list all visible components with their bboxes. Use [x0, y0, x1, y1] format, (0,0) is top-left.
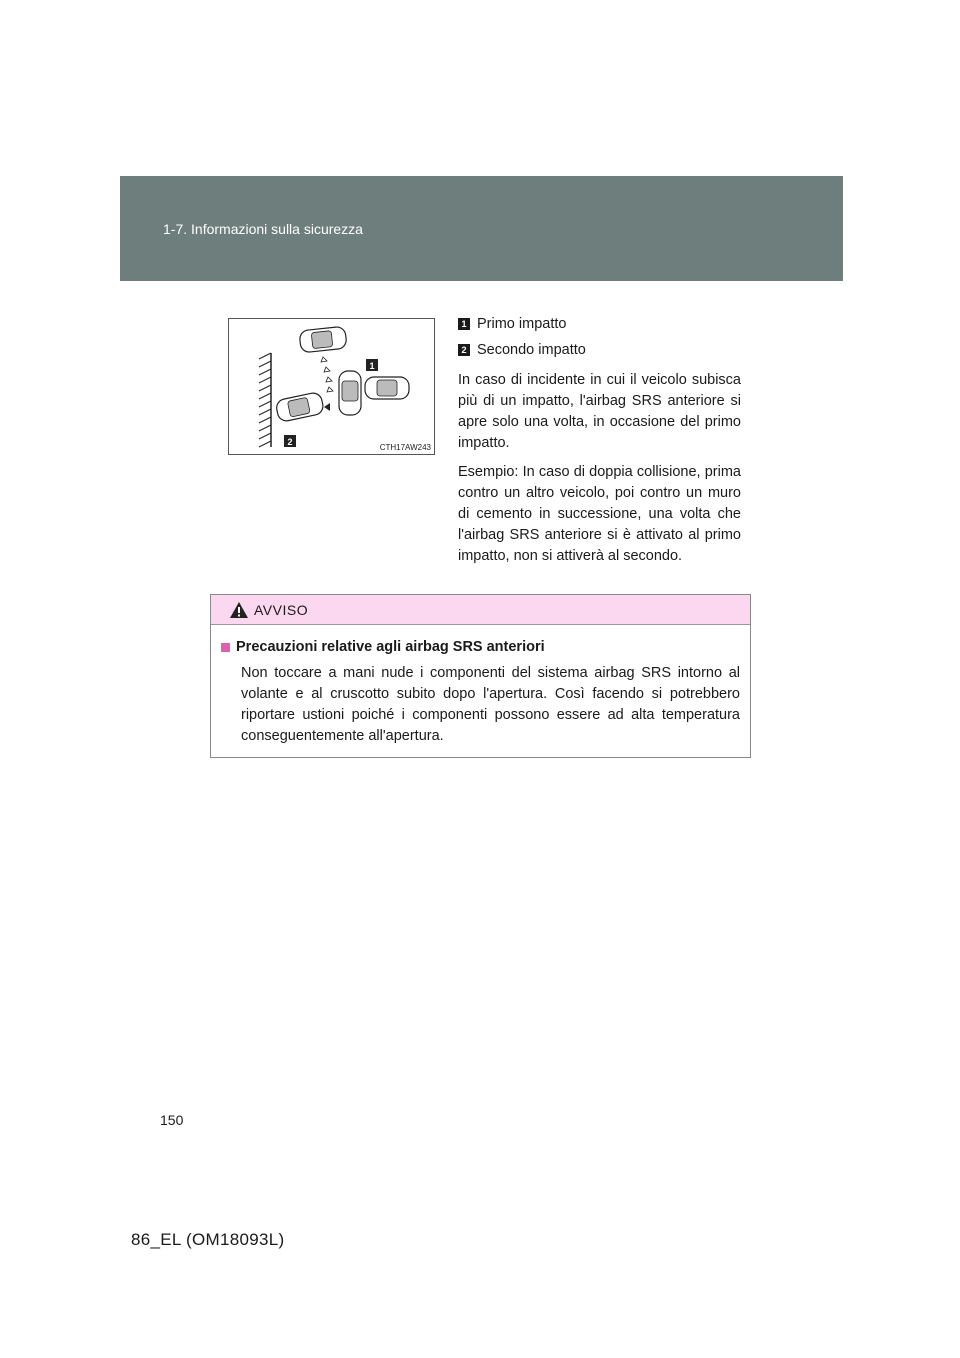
wall-hatching — [259, 353, 271, 447]
car-right — [365, 377, 409, 399]
warning-heading-text: Precauzioni relative agli airbag SRS anteriori — [236, 639, 545, 655]
warning-text: Non toccare a mani nude i componenti del sistema airbag SRS intorno al volante e al cruscotto subito dopo l'apertura. Così facendo si potrebbero riportare ustioni poiché i componenti possono essere ad alta temperatura conseguentemente all'apertura. — [241, 665, 740, 744]
legend-badge-2: 2 — [458, 344, 470, 356]
legend-label-1: Primo impatto — [477, 315, 567, 332]
section-title: 1-7. Informazioni sulla sicurezza — [163, 221, 363, 237]
figure-code: CTH17AW243 — [379, 443, 431, 452]
trajectory-arrows — [321, 357, 333, 392]
legend-label-2: Secondo impatto — [477, 341, 586, 358]
crash-diagram-svg — [229, 319, 436, 456]
figure-badge-2-text: 2 — [287, 437, 293, 447]
paragraph-multiple-impacts: In caso di incidente in cui il veicolo subisca più di un impatto, l'airbag SRS anteriore si apre solo una volta, in occasione del primo impatto. — [458, 372, 741, 451]
legend-item-1 — [458, 312, 741, 336]
impact-arrow — [324, 403, 330, 411]
legend-item-2 — [458, 338, 741, 362]
document-code: 86_EL (OM18093L) — [131, 1230, 285, 1249]
car-middle — [339, 371, 361, 415]
car-wall — [275, 391, 325, 422]
warning-body — [211, 625, 750, 747]
paragraph-example: Esempio: In caso di doppia collisione, prima contro un altro veicolo, poi contro un muro di cemento in successione, una volta che l'airbag SRS anteriore si è attivato al primo impatto, non si attiverà al secondo. — [458, 464, 741, 564]
header-band — [120, 176, 843, 281]
square-bullet-icon — [221, 643, 230, 652]
explanation-column — [458, 312, 741, 567]
warning-box — [210, 594, 751, 758]
warning-heading — [221, 637, 740, 658]
warning-header — [211, 595, 750, 625]
crash-illustration — [228, 318, 435, 455]
page-number: 150 — [160, 1112, 184, 1128]
car-top — [299, 326, 347, 353]
warning-triangle-icon — [229, 601, 249, 619]
figure-badge-1-text: 1 — [369, 361, 375, 371]
legend-badge-1: 1 — [458, 318, 470, 330]
warning-title: AVVISO — [254, 601, 309, 618]
